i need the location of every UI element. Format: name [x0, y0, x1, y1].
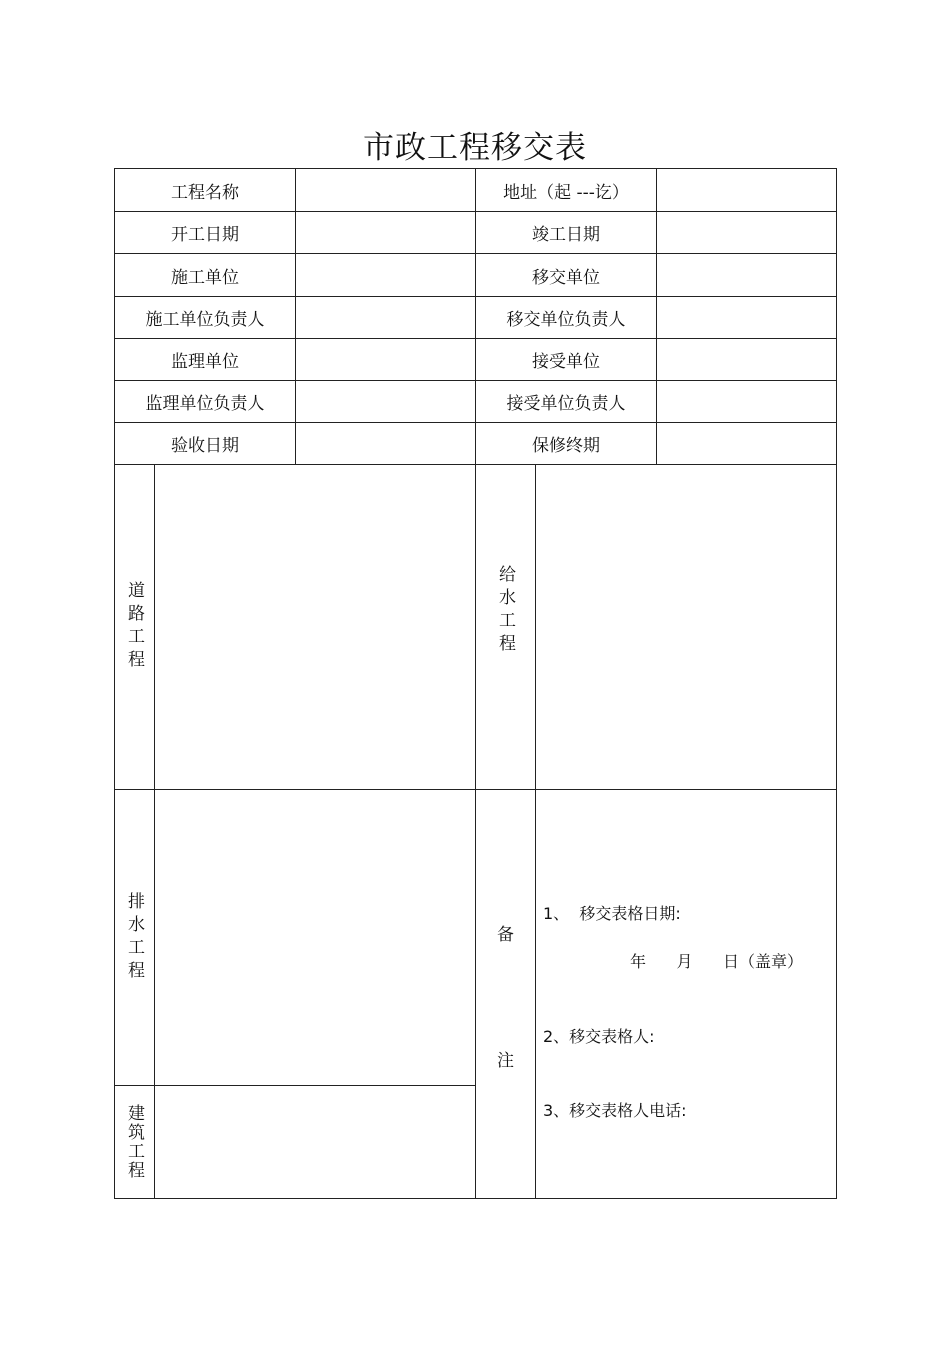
label-warranty-end: 保修终期 — [475, 422, 657, 465]
label-receiving-unit-lead: 接受单位负责人 — [475, 380, 657, 423]
section-label-drainage-text: 排水工程 — [124, 891, 144, 984]
remarks-line-handover-date: 1、 移交表格日期: — [543, 904, 681, 923]
section-label-road — [114, 464, 155, 790]
label-receiving-unit: 接受单位 — [475, 338, 657, 381]
section-label-road-text: 道路工程 — [124, 581, 144, 673]
field-supervision-unit[interactable] — [295, 338, 476, 381]
label-handover-unit: 移交单位 — [475, 253, 657, 297]
label-construction-unit-lead: 施工单位负责人 — [114, 296, 296, 339]
label-completion-date: 竣工日期 — [475, 211, 657, 254]
field-handover-unit-lead[interactable] — [656, 296, 837, 339]
page-title: 市政工程移交表 — [363, 130, 587, 166]
field-start-date[interactable] — [295, 211, 476, 254]
remarks-content[interactable] — [535, 789, 837, 1199]
section-label-water-supply-text: 给水工程 — [495, 565, 515, 657]
handover-form-table — [114, 168, 837, 1199]
field-receiving-unit[interactable] — [656, 338, 837, 381]
field-receiving-unit-lead[interactable] — [656, 380, 837, 423]
label-handover-unit-lead: 移交单位负责人 — [475, 296, 657, 339]
label-construction-unit: 施工单位 — [114, 253, 296, 297]
section-label-remarks — [475, 789, 536, 1199]
field-construction-unit[interactable] — [295, 253, 476, 297]
label-start-date: 开工日期 — [114, 211, 296, 254]
label-project-name: 工程名称 — [114, 168, 296, 212]
field-address[interactable] — [656, 168, 837, 212]
section-label-water-supply — [475, 464, 536, 790]
remarks-line-handover-phone: 3、移交表格人电话: — [543, 1101, 687, 1120]
field-building-works[interactable] — [154, 1085, 476, 1199]
label-acceptance-date: 验收日期 — [114, 422, 296, 465]
field-construction-unit-lead[interactable] — [295, 296, 476, 339]
field-drainage-works[interactable] — [154, 789, 476, 1086]
remarks-line-date-stamp: 年 月 日（盖章） — [630, 952, 804, 971]
field-project-name[interactable] — [295, 168, 476, 212]
label-supervision-unit: 监理单位 — [114, 338, 296, 381]
remarks-line-handover-person: 2、移交表格人: — [543, 1027, 655, 1046]
label-address: 地址（起 ---讫） — [475, 168, 657, 212]
section-label-building-text: 建筑工程 — [124, 1104, 144, 1180]
field-water-supply-works[interactable] — [535, 464, 837, 790]
field-supervision-unit-lead[interactable] — [295, 380, 476, 423]
section-label-drainage — [114, 789, 155, 1086]
section-label-building — [114, 1085, 155, 1199]
remarks-char-2: 注 — [497, 1051, 514, 1071]
field-road-works[interactable] — [154, 464, 476, 790]
label-supervision-unit-lead: 监理单位负责人 — [114, 380, 296, 423]
field-completion-date[interactable] — [656, 211, 837, 254]
field-acceptance-date[interactable] — [295, 422, 476, 465]
field-handover-unit[interactable] — [656, 253, 837, 297]
remarks-char-1: 备 — [497, 925, 514, 945]
field-warranty-end[interactable] — [656, 422, 837, 465]
